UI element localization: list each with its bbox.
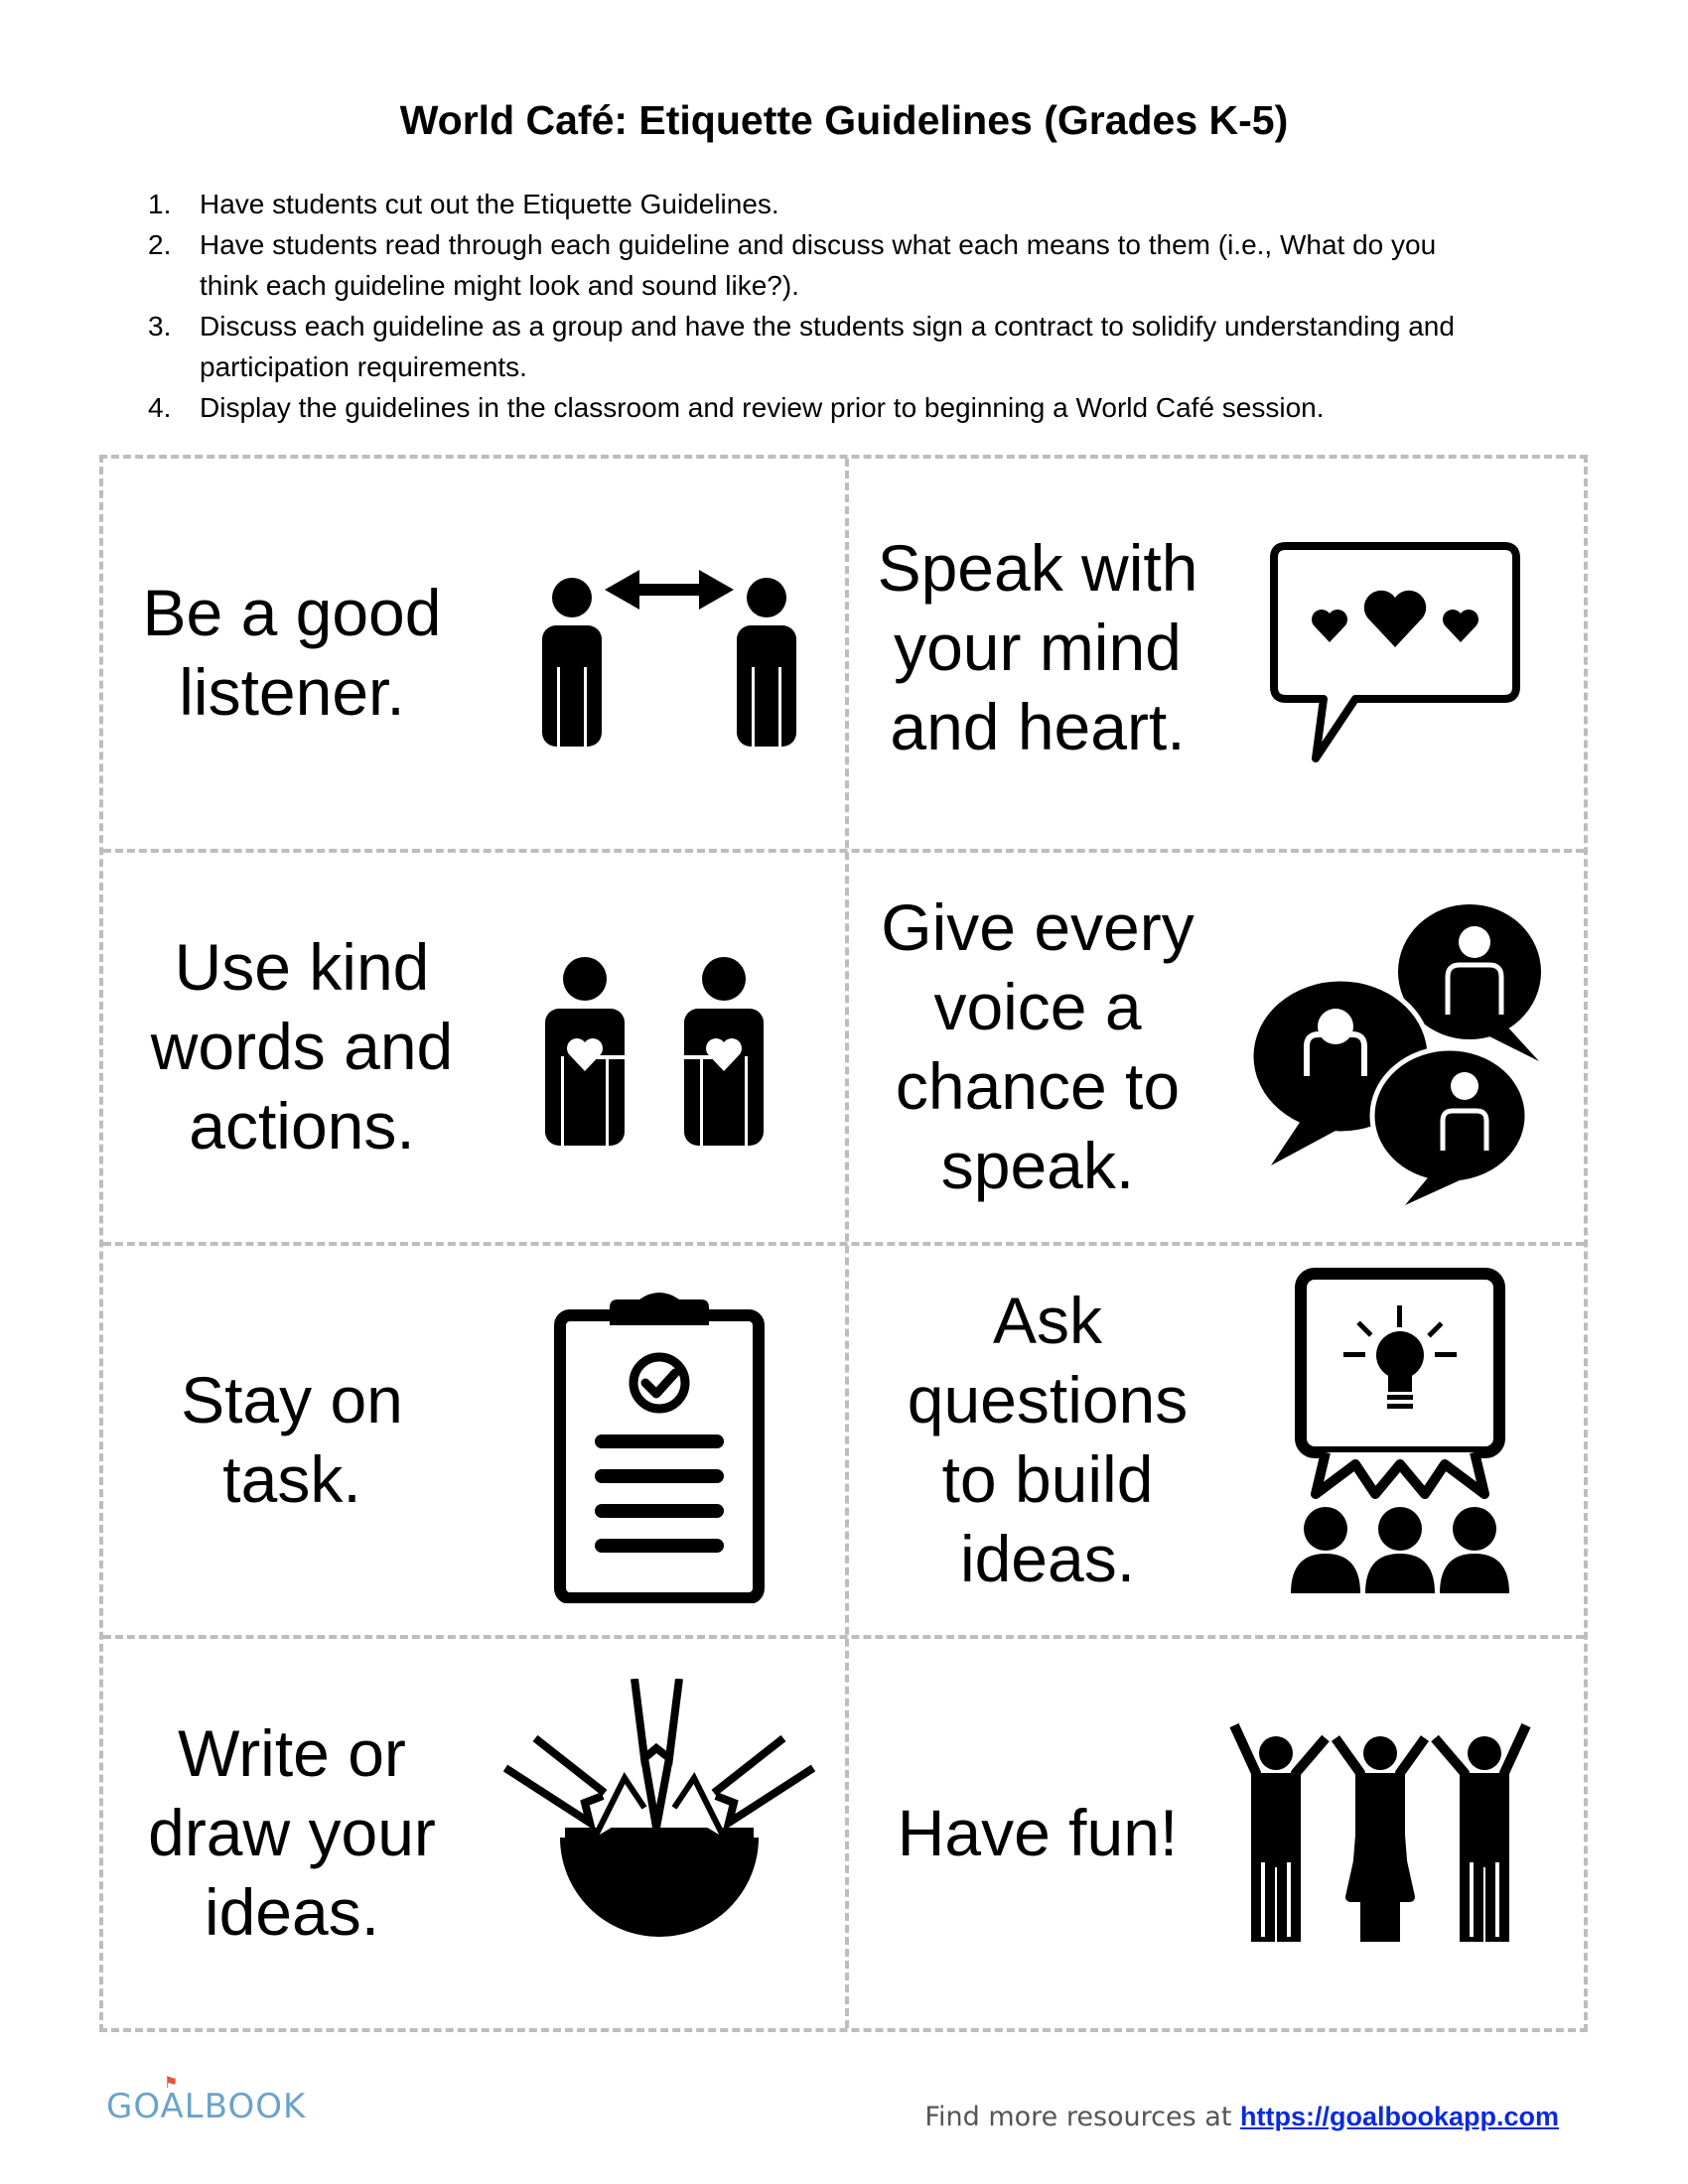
instruction-item (144, 387, 1594, 428)
instruction-line: Have students read through each guideline and discuss what each means to them (i.e., What do you (200, 229, 1437, 260)
guideline-cards-grid (99, 455, 1588, 2032)
speech-bubbles-people-icon (1241, 897, 1559, 1205)
guideline-text: Speak with your mind and heart. (877, 531, 1198, 763)
people-hearts-icon (525, 957, 793, 1146)
guideline-card (849, 853, 1588, 1242)
two-people-listening-icon (520, 568, 818, 747)
guideline-card (103, 1639, 845, 2028)
instruction-number: 2. (148, 229, 172, 260)
instruction-item (144, 224, 1594, 306)
guideline-text: Stay on task. (181, 1363, 403, 1516)
instruction-item (144, 306, 1594, 387)
guideline-text: Be a good listener. (142, 576, 442, 729)
guideline-text: Have fun! (897, 1796, 1179, 1869)
guideline-text: Use kind words and actions. (150, 930, 454, 1162)
instruction-number: 1. (148, 189, 172, 219)
instruction-item (144, 184, 1594, 224)
guideline-card (103, 459, 845, 849)
goalbook-link[interactable]: https://goalbookapp.com (1240, 2102, 1559, 2131)
guideline-text: Give every voice a chance to speak. (881, 890, 1195, 1202)
instruction-number: 4. (148, 392, 172, 423)
guideline-text: Ask questions to build ideas. (907, 1284, 1189, 1595)
footer-text: Find more resources at (924, 2102, 1232, 2132)
guideline-text: Write or draw your ideas. (148, 1716, 436, 1949)
instruction-line: Have students cut out the Etiquette Guidelines. (200, 189, 779, 219)
guideline-card (103, 853, 845, 1242)
instructions-list (144, 184, 1594, 428)
guideline-card (849, 1246, 1588, 1635)
flag-icon: ⚑ (164, 2073, 180, 2092)
clipboard-checklist-icon (550, 1286, 769, 1603)
cheering-people-icon (1226, 1723, 1534, 1942)
instruction-line: participation requirements. (200, 351, 527, 382)
instruction-line: think each guideline might look and sound like?). (200, 270, 799, 301)
pencils-bowl-icon (495, 1679, 823, 1996)
instruction-line: Discuss each guideline as a group and have the students sign a contract to solidify understanding and (200, 311, 1455, 341)
instruction-number: 3. (148, 311, 172, 341)
instruction-line: Display the guidelines in the classroom and review prior to beginning a World Café session. (200, 392, 1325, 423)
guideline-card (103, 1246, 845, 1635)
lightbulb-group-icon (1266, 1266, 1524, 1613)
guideline-card (849, 459, 1588, 849)
page-title: World Café: Etiquette Guidelines (Grades K-5) (399, 97, 1289, 143)
speech-bubble-hearts-icon (1256, 538, 1524, 766)
footer-resources (924, 2102, 1559, 2132)
goalbook-logo: GOALBOOK ⚑ (106, 2073, 307, 2126)
guideline-card (849, 1639, 1588, 2028)
